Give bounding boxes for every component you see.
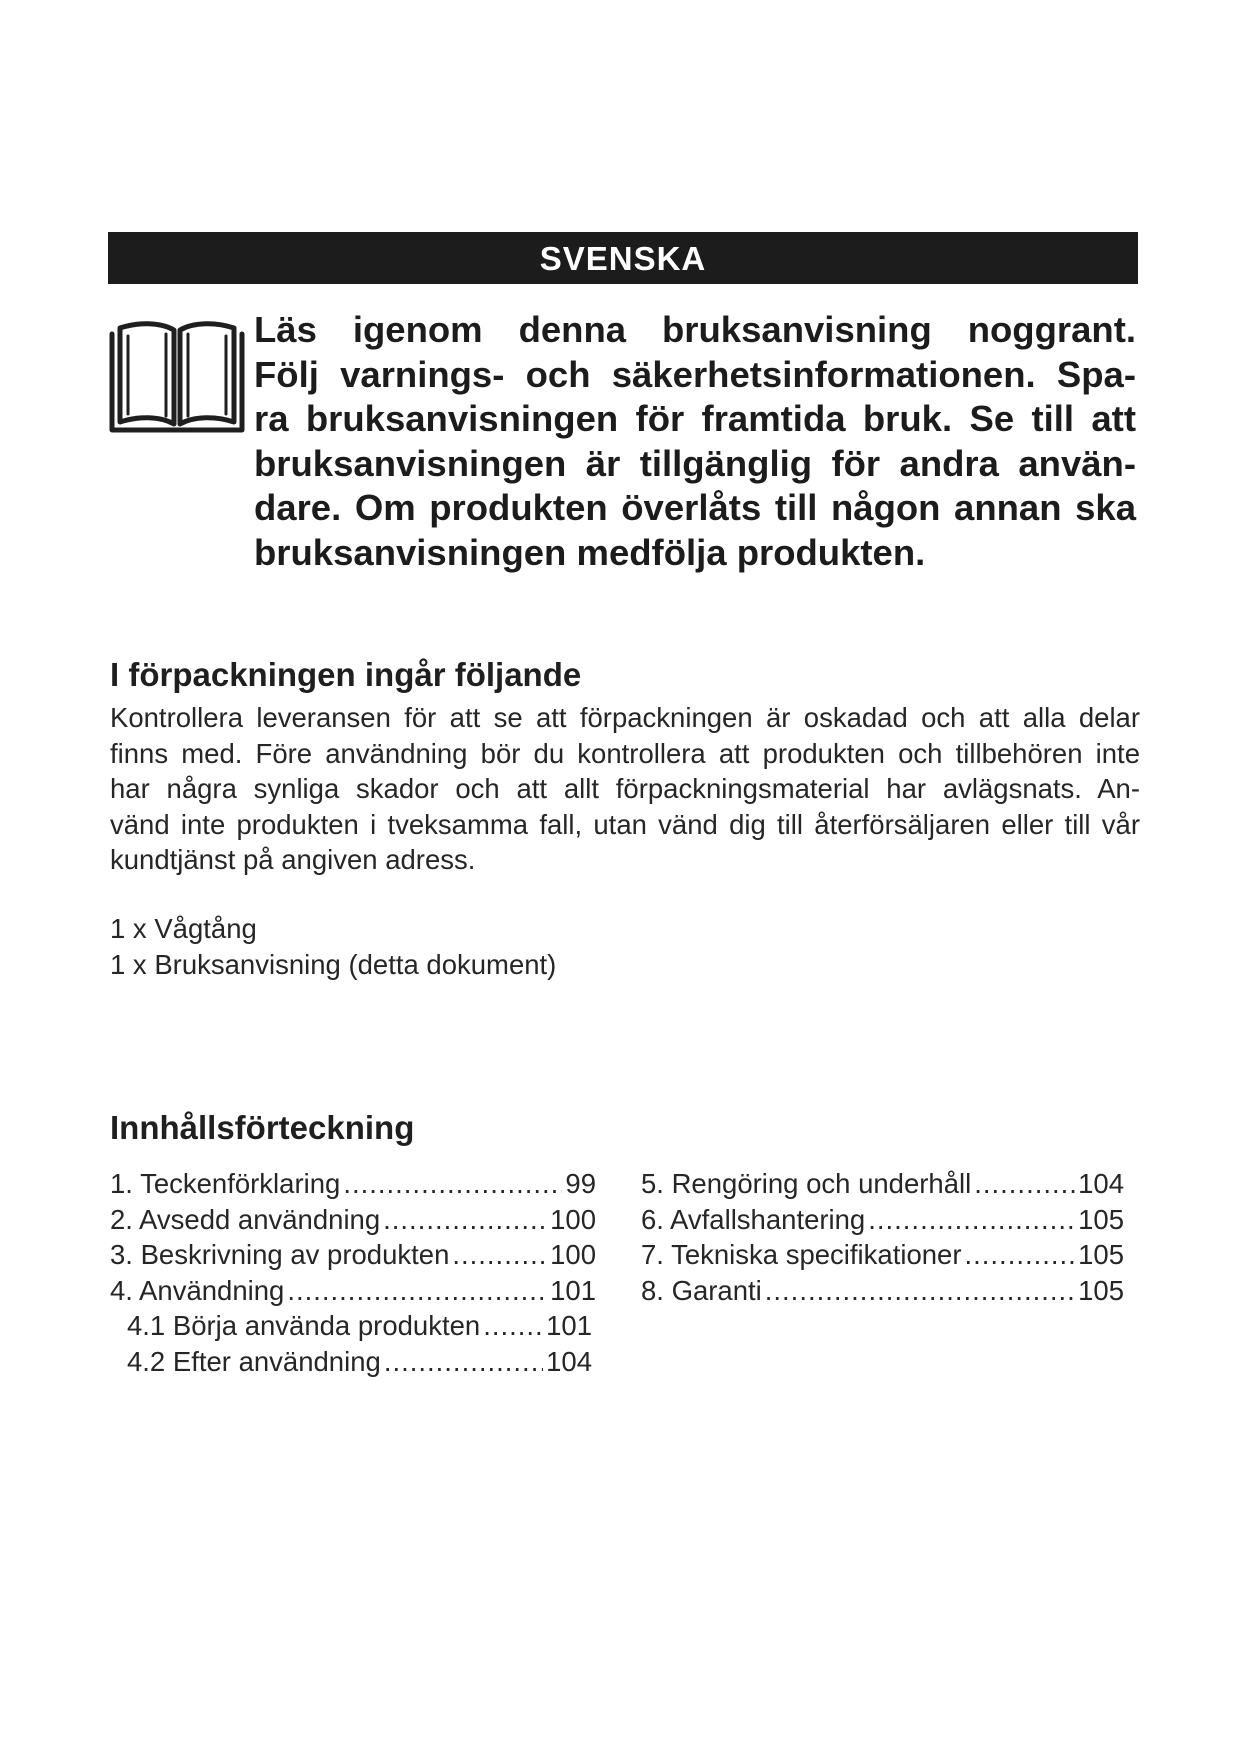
- paragraph-line: vänd inte produkten i tveksamma fall, utan vänd dig till återförsäljaren eller till vår: [110, 808, 1140, 840]
- toc-entry-page: 105: [1078, 1274, 1124, 1306]
- language-header-bar: [108, 232, 1138, 284]
- toc-entry-label: 3. Beskrivning av produkten: [110, 1239, 450, 1270]
- toc-entry-page: 104: [1078, 1168, 1124, 1199]
- toc-leader-dots: [483, 1308, 543, 1344]
- paragraph-line: kundtjänst på angiven adress.: [110, 844, 476, 875]
- toc-entry-label: 5. Rengöring och underhåll: [641, 1168, 972, 1199]
- intro-line: dare. Om produkten överlåts till någon annan ska: [254, 487, 1136, 528]
- toc-entry-page: 105: [1078, 1239, 1124, 1270]
- toc-leader-dots: [965, 1237, 1076, 1273]
- toc-leader-dots: [452, 1237, 547, 1273]
- intro-line: Följ varnings- och säkerhetsinformationen. Spa-: [254, 353, 1136, 395]
- toc-entry: [110, 1202, 596, 1238]
- intro-line: bruksanvisningen medfölja produkten.: [254, 531, 926, 573]
- package-heading: I förpackningen ingår följande: [110, 656, 582, 693]
- package-contents-list: [110, 911, 556, 982]
- toc-subentry: [110, 1308, 592, 1344]
- toc-entry-label: 2. Avsedd användning: [110, 1203, 381, 1235]
- toc-entry-page: 99: [565, 1168, 596, 1199]
- toc-entry-label: 7. Tekniska specifikationer: [641, 1239, 962, 1270]
- toc-entry-page: 101: [550, 1274, 596, 1306]
- toc-leader-dots: [343, 1166, 562, 1202]
- intro-line: ra bruksanvisningen för framtida bruk. Se till att: [254, 398, 1136, 439]
- toc-left-column: [110, 1166, 596, 1379]
- paragraph-line: har några synliga skador och att allt förpackningsmaterial har avlägsnats. An-: [110, 773, 1140, 804]
- paragraph-line: finns med. Före användning bör du kontrollera att produkten och tillbehören inte: [110, 737, 1140, 769]
- toc-heading: Innhållsförteckning: [110, 1109, 415, 1146]
- toc-entry-label: 6. Avfallshantering: [641, 1203, 866, 1235]
- list-item: 1 x Bruksanvisning (detta dokument): [110, 948, 557, 980]
- intro-line: bruksanvisningen är tillgänglig för andra använ-: [254, 442, 1136, 484]
- toc-entry: [641, 1273, 1124, 1309]
- intro-line: Läs igenom denna bruksanvisning noggrant.: [254, 309, 1136, 350]
- toc-leader-dots: [384, 1344, 543, 1380]
- toc-entry: [110, 1237, 596, 1273]
- intro-warning-text: [254, 308, 1136, 575]
- toc-entry-label: 4.1 Börja använda produkten: [127, 1310, 481, 1341]
- toc-entry-label: 4.2 Efter användning: [127, 1345, 381, 1377]
- list-item: 1 x Vågtång: [110, 913, 257, 944]
- toc-entry: [641, 1237, 1124, 1273]
- toc-right-column: [641, 1166, 1124, 1308]
- toc-entry-page: 100: [550, 1203, 596, 1235]
- toc-entry: [110, 1273, 596, 1309]
- toc-leader-dots: [287, 1273, 547, 1309]
- toc-entry-page: 105: [1078, 1203, 1124, 1235]
- toc-entry: [641, 1166, 1124, 1202]
- toc-entry: [641, 1202, 1124, 1238]
- toc-entry-label: 1. Teckenförklaring: [110, 1168, 341, 1199]
- toc-leader-dots: [383, 1202, 547, 1238]
- toc-entry-page: 104: [546, 1345, 592, 1377]
- package-paragraph: [110, 700, 1140, 878]
- language-title: SVENSKA: [539, 240, 707, 277]
- toc-leader-dots: [974, 1166, 1075, 1202]
- toc-leader-dots: [765, 1273, 1075, 1309]
- toc-entry-label: 4. Användning: [110, 1274, 285, 1306]
- toc-subentry: [110, 1344, 592, 1380]
- toc-leader-dots: [868, 1202, 1075, 1238]
- book-icon: [108, 316, 246, 434]
- toc-entry-page: 101: [546, 1310, 592, 1341]
- toc-entry-page: 100: [550, 1239, 596, 1270]
- toc-entry-label: 8. Garanti: [641, 1274, 762, 1306]
- paragraph-line: Kontrollera leveransen för att se att förpackningen är oskadad och att alla delar: [110, 702, 1140, 733]
- toc-entry: [110, 1166, 596, 1202]
